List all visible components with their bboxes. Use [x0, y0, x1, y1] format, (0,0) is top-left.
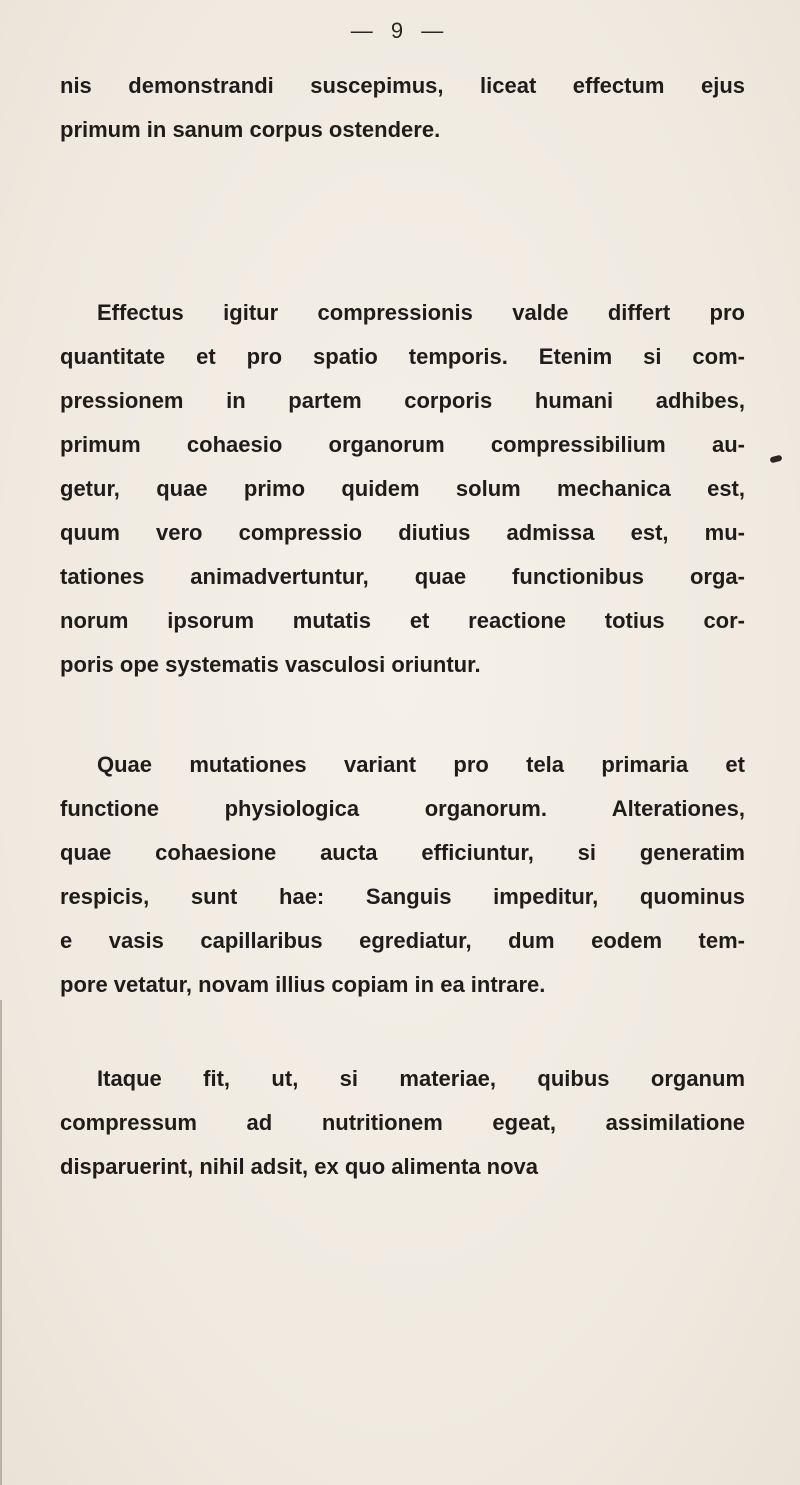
text-line: e vasis capillaribus egrediatur, dum eodem tem- [60, 928, 745, 953]
text-line: pressionem in partem corporis humani adhibes, [60, 388, 745, 413]
ink-mark [769, 455, 782, 464]
paragraph-3 [60, 743, 745, 1007]
page-edge-shadow [0, 1000, 2, 1485]
text-line: respicis, sunt hae: Sanguis impeditur, quominus [60, 884, 745, 909]
text-line: nis demonstrandi suscepimus, liceat effectum ejus [60, 73, 745, 98]
text-line: Itaque fit, ut, si materiae, quibus organum [97, 1066, 745, 1091]
paragraph-1 [60, 64, 745, 152]
text-line: disparuerint, nihil adsit, ex quo alimenta nova [60, 1154, 538, 1179]
paragraph-2 [60, 291, 745, 687]
text-line: quae cohaesione aucta efficiuntur, si generatim [60, 840, 745, 865]
text-line: norum ipsorum mutatis et reactione totius cor- [60, 608, 745, 633]
page-number: — 9 — [350, 18, 450, 43]
text-line: quum vero compressio diutius admissa est, mu- [60, 520, 745, 545]
text-line: primum cohaesio organorum compressibilium au- [60, 432, 745, 457]
text-line: getur, quae primo quidem solum mechanica est, [60, 476, 745, 501]
text-line: pore vetatur, novam illius copiam in ea intrare. [60, 972, 546, 997]
paragraph-4 [60, 1057, 745, 1189]
text-line: poris ope systematis vasculosi oriuntur. [60, 652, 481, 677]
text-line: Effectus igitur compressionis valde differt pro [97, 300, 745, 325]
text-line: tationes animadvertuntur, quae functionibus orga- [60, 564, 745, 589]
text-line: primum in sanum corpus ostendere. [60, 117, 441, 142]
text-line: compressum ad nutritionem egeat, assimilatione [60, 1110, 745, 1135]
text-line: quantitate et pro spatio temporis. Etenim si com- [60, 344, 745, 369]
text-line: functione physiologica organorum. Alterationes, [60, 796, 745, 821]
text-line: Quae mutationes variant pro tela primaria et [97, 752, 745, 777]
